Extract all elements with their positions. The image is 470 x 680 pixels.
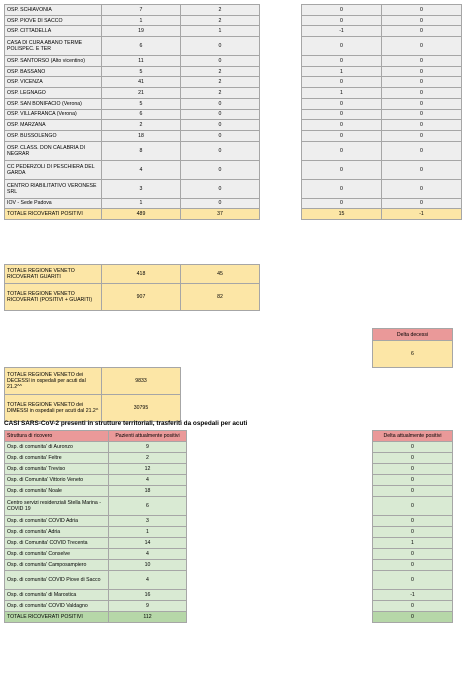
- territorial-row: [5, 527, 187, 538]
- patient-count: 12: [109, 464, 187, 475]
- delta-count: 0: [373, 497, 453, 516]
- delta-count: 0: [373, 486, 453, 497]
- territorial-delta-row: [373, 560, 453, 571]
- positive-count: 5: [102, 98, 181, 109]
- structure-name: Osp. di comunita' Treviso: [5, 464, 109, 475]
- header-struttura: Struttura di ricovero: [5, 431, 109, 442]
- healed-count: 2: [181, 5, 260, 16]
- hospital-name: OSP. VICENZA: [5, 77, 102, 88]
- healed-count: 0: [181, 160, 260, 179]
- hospital-delta-row: [302, 56, 462, 67]
- healed-count: 2: [181, 77, 260, 88]
- structure-name: Centro servizi residenziali Stella Marina - COVID 19: [5, 497, 109, 516]
- structure-name: Osp. di comunita' COVID Piove di Sacco: [5, 571, 109, 590]
- total-label: TOTALE RICOVERATI POSITIVI: [5, 209, 102, 220]
- patient-count: 4: [109, 549, 187, 560]
- hospital-row: [5, 130, 260, 141]
- patient-count: 4: [109, 475, 187, 486]
- healed-count: 2: [181, 15, 260, 26]
- discharged-label: TOTALE REGIONE VENETO dei DIMESSI in ospedali per acuti dal 21.2^: [5, 395, 102, 422]
- region-label: TOTALE REGIONE VENETO RICOVERATI (POSITIVI + GUARITI): [5, 284, 102, 311]
- positive-count: 6: [102, 37, 181, 56]
- territorial-delta-row: [373, 453, 453, 464]
- delta-deaths-table: [372, 328, 453, 368]
- delta-positive: 0: [302, 120, 382, 131]
- delta-healed: 0: [382, 88, 462, 99]
- delta-healed: 0: [382, 160, 462, 179]
- positive-count: 2: [102, 120, 181, 131]
- territorial-table: [4, 430, 187, 623]
- patient-count: 6: [109, 497, 187, 516]
- positive-count: 1: [102, 15, 181, 26]
- structure-name: Osp. di comunita' Conselve: [5, 549, 109, 560]
- hospital-row: [5, 15, 260, 26]
- delta-healed: 0: [382, 198, 462, 209]
- delta-positive: 0: [302, 179, 382, 198]
- delta-healed: 0: [382, 26, 462, 37]
- hospital-delta-row: [302, 88, 462, 99]
- patient-count: 1: [109, 527, 187, 538]
- region-label: TOTALE REGIONE VENETO RICOVERATI GUARITI: [5, 265, 102, 284]
- delta-deaths-value: 6: [373, 341, 453, 368]
- structure-name: Osp. di Comunita' COVID Trecenta: [5, 538, 109, 549]
- delta-healed: 0: [382, 66, 462, 77]
- territorial-total-row: [5, 612, 187, 623]
- delta-healed: 0: [382, 141, 462, 160]
- hospital-delta-row: [302, 198, 462, 209]
- territorial-row: [5, 486, 187, 497]
- delta-count: 0: [373, 516, 453, 527]
- healed-count: 1: [181, 26, 260, 37]
- structure-name: Osp. di comunita' COVID Adria: [5, 516, 109, 527]
- hospital-name: OSP. PIOVE DI SACCO: [5, 15, 102, 26]
- hospital-row: [5, 160, 260, 179]
- hospital-row: [5, 98, 260, 109]
- hospital-delta-row: [302, 5, 462, 16]
- delta-healed: 0: [382, 130, 462, 141]
- structure-name: Osp. di Comunita' Vittorio Veneto: [5, 475, 109, 486]
- delta-positive: 0: [302, 130, 382, 141]
- territorial-delta-row: [373, 464, 453, 475]
- hospital-row: [5, 37, 260, 56]
- hospital-name: CASA DI CURA ABANO TERME POLISPEC. E TER: [5, 37, 102, 56]
- delta-count: 0: [373, 571, 453, 590]
- territorial-delta-row: [373, 590, 453, 601]
- delta-positive: 1: [302, 88, 382, 99]
- structure-name: Osp. di comunita' Adria: [5, 527, 109, 538]
- deaths-row: [5, 368, 181, 395]
- territorial-row: [5, 497, 187, 516]
- hospital-delta-row: [302, 26, 462, 37]
- healed-count: 0: [181, 98, 260, 109]
- delta-count: 0: [373, 475, 453, 486]
- patient-count: 10: [109, 560, 187, 571]
- delta-positive: 0: [302, 160, 382, 179]
- delta-count: 0: [373, 601, 453, 612]
- territorial-row: [5, 590, 187, 601]
- hospital-row: [5, 109, 260, 120]
- total-patients: 112: [109, 612, 187, 623]
- delta-count: -1: [373, 590, 453, 601]
- patient-count: 2: [109, 453, 187, 464]
- hospital-row: [5, 5, 260, 16]
- positive-count: 8: [102, 141, 181, 160]
- positive-count: 6: [102, 109, 181, 120]
- territorial-delta-row: [373, 497, 453, 516]
- territorial-delta-header-row: [373, 431, 453, 442]
- region-value: 82: [181, 284, 260, 311]
- delta-healed: 0: [382, 179, 462, 198]
- territorial-delta-table: [372, 430, 453, 623]
- hospital-delta-row: [302, 130, 462, 141]
- hospital-row: [5, 198, 260, 209]
- hospital-delta-row: [302, 160, 462, 179]
- delta-positive: 1: [302, 66, 382, 77]
- territorial-row: [5, 549, 187, 560]
- delta-positive: 0: [302, 15, 382, 26]
- delta-positive: 0: [302, 77, 382, 88]
- healed-count: 0: [181, 130, 260, 141]
- delta-positive: 0: [302, 5, 382, 16]
- positive-count: 7: [102, 5, 181, 16]
- patient-count: 9: [109, 442, 187, 453]
- structure-name: Osp. di comunita' di Marostica: [5, 590, 109, 601]
- region-row-total: [5, 284, 260, 311]
- delta-healed: 0: [382, 15, 462, 26]
- delta-count: 0: [373, 560, 453, 571]
- territorial-delta-row: [373, 601, 453, 612]
- hospital-name: CENTRO RIABILITATIVO VERONESE SRL: [5, 179, 102, 198]
- patient-count: 4: [109, 571, 187, 590]
- healed-count: 0: [181, 198, 260, 209]
- delta-positive: 0: [302, 198, 382, 209]
- healed-count: 2: [181, 66, 260, 77]
- positive-count: 41: [102, 77, 181, 88]
- territorial-delta-row: [373, 571, 453, 590]
- structure-name: Osp. di comunita' Camposampiero: [5, 560, 109, 571]
- delta-count: 1: [373, 538, 453, 549]
- region-totals-table: [4, 264, 260, 311]
- deaths-value: 9833: [102, 368, 181, 395]
- hospital-name: OSP. LEGNAGO: [5, 88, 102, 99]
- hospital-delta-total-row: [302, 209, 462, 220]
- header-pazienti: Pazienti attualmente positivi: [109, 431, 187, 442]
- hospital-name: OSP. VILLAFRANCA (Verona): [5, 109, 102, 120]
- hospital-row: [5, 66, 260, 77]
- delta-healed: 0: [382, 37, 462, 56]
- delta-count: 0: [373, 442, 453, 453]
- territorial-row: [5, 464, 187, 475]
- delta-positive: 0: [302, 56, 382, 67]
- hospital-row: [5, 88, 260, 99]
- total-delta-healed: -1: [382, 209, 462, 220]
- territorial-row: [5, 538, 187, 549]
- region-row-guariti: [5, 265, 260, 284]
- delta-healed: 0: [382, 98, 462, 109]
- positive-count: 21: [102, 88, 181, 99]
- delta-healed: 0: [382, 77, 462, 88]
- patient-count: 18: [109, 486, 187, 497]
- territorial-delta-total-row: [373, 612, 453, 623]
- healed-count: 0: [181, 141, 260, 160]
- hospital-delta-table: [301, 4, 462, 220]
- hospital-delta-row: [302, 15, 462, 26]
- territorial-delta-row: [373, 475, 453, 486]
- region-value: 45: [181, 265, 260, 284]
- structure-name: Osp. di comunita' Noale: [5, 486, 109, 497]
- hospital-name: OSP. CITTADELLA: [5, 26, 102, 37]
- delta-positive: 0: [302, 98, 382, 109]
- deaths-table: [4, 367, 181, 422]
- delta-healed: 0: [382, 109, 462, 120]
- hospital-name: OSP. SCHIAVONIA: [5, 5, 102, 16]
- healed-count: 0: [181, 179, 260, 198]
- total-positive: 489: [102, 209, 181, 220]
- positive-count: 11: [102, 56, 181, 67]
- hospital-name: OSP. SANTORSO (Alto vicentino): [5, 56, 102, 67]
- territorial-row: [5, 601, 187, 612]
- hospital-row: [5, 26, 260, 37]
- delta-healed: 0: [382, 120, 462, 131]
- hospital-delta-row: [302, 37, 462, 56]
- hospital-row: [5, 120, 260, 131]
- delta-positive: 0: [302, 37, 382, 56]
- territorial-row: [5, 442, 187, 453]
- positive-count: 3: [102, 179, 181, 198]
- hospital-row: [5, 141, 260, 160]
- positive-count: 18: [102, 130, 181, 141]
- positive-count: 5: [102, 66, 181, 77]
- territorial-delta-row: [373, 527, 453, 538]
- hospital-name: OSP. SAN BONIFACIO (Verona): [5, 98, 102, 109]
- hospital-delta-row: [302, 98, 462, 109]
- patient-count: 3: [109, 516, 187, 527]
- delta-positive: 0: [302, 109, 382, 120]
- delta-positive: 0: [302, 141, 382, 160]
- structure-name: Osp. di comunita' di Auronzo: [5, 442, 109, 453]
- hospital-total-row: [5, 209, 260, 220]
- territorial-row: [5, 571, 187, 590]
- hospital-row: [5, 77, 260, 88]
- healed-count: 0: [181, 120, 260, 131]
- patient-count: 9: [109, 601, 187, 612]
- territorial-delta-row: [373, 516, 453, 527]
- hospital-delta-row: [302, 77, 462, 88]
- patient-count: 14: [109, 538, 187, 549]
- delta-count: 0: [373, 549, 453, 560]
- header-delta: Delta attualmente positivi: [373, 431, 453, 442]
- total-healed: 37: [181, 209, 260, 220]
- hospital-name: OSP. CLASS. DON CALABRIA DI NEGRAR: [5, 141, 102, 160]
- hospital-table: [4, 4, 260, 220]
- delta-deaths-header: Delta decessi: [373, 329, 453, 341]
- hospital-row: [5, 56, 260, 67]
- territorial-row: [5, 560, 187, 571]
- delta-count: 0: [373, 464, 453, 475]
- total-delta: 0: [373, 612, 453, 623]
- delta-healed: 0: [382, 5, 462, 16]
- section-title: CASI SARS-CoV-2 presenti in strutture territoriali, trasferiti da ospedali per acuti: [4, 420, 248, 427]
- territorial-row: [5, 516, 187, 527]
- healed-count: 0: [181, 37, 260, 56]
- hospital-name: OSP. MARZANA: [5, 120, 102, 131]
- discharged-row: [5, 395, 181, 422]
- healed-count: 0: [181, 56, 260, 67]
- hospital-name: IOV - Sede Padova: [5, 198, 102, 209]
- positive-count: 1: [102, 198, 181, 209]
- hospital-name: CC PEDERZOLI DI PESCHIERA DEL GARDA: [5, 160, 102, 179]
- territorial-header-row: [5, 431, 187, 442]
- positive-count: 19: [102, 26, 181, 37]
- region-value: 418: [102, 265, 181, 284]
- territorial-row: [5, 475, 187, 486]
- structure-name: Osp. di comunita' COVID Valdagno: [5, 601, 109, 612]
- healed-count: 2: [181, 88, 260, 99]
- hospital-delta-row: [302, 179, 462, 198]
- delta-positive: -1: [302, 26, 382, 37]
- delta-count: 0: [373, 527, 453, 538]
- territorial-delta-row: [373, 549, 453, 560]
- hospital-delta-row: [302, 109, 462, 120]
- hospital-row: [5, 179, 260, 198]
- total-delta-positive: 15: [302, 209, 382, 220]
- deaths-label: TOTALE REGIONE VENETO dei DECESSI in ospedali per acuti dal 21.2^^: [5, 368, 102, 395]
- hospital-name: OSP. BASSANO: [5, 66, 102, 77]
- territorial-row: [5, 453, 187, 464]
- territorial-delta-row: [373, 442, 453, 453]
- positive-count: 4: [102, 160, 181, 179]
- hospital-delta-row: [302, 66, 462, 77]
- healed-count: 0: [181, 109, 260, 120]
- territorial-delta-row: [373, 538, 453, 549]
- hospital-name: OSP. BUSSOLENGO: [5, 130, 102, 141]
- structure-name: Osp. di comunita' Feltre: [5, 453, 109, 464]
- territorial-delta-row: [373, 486, 453, 497]
- region-value: 907: [102, 284, 181, 311]
- delta-healed: 0: [382, 56, 462, 67]
- total-label: TOTALE RICOVERATI POSITIVI: [5, 612, 109, 623]
- hospital-delta-row: [302, 120, 462, 131]
- delta-count: 0: [373, 453, 453, 464]
- patient-count: 16: [109, 590, 187, 601]
- hospital-delta-row: [302, 141, 462, 160]
- discharged-value: 30795: [102, 395, 181, 422]
